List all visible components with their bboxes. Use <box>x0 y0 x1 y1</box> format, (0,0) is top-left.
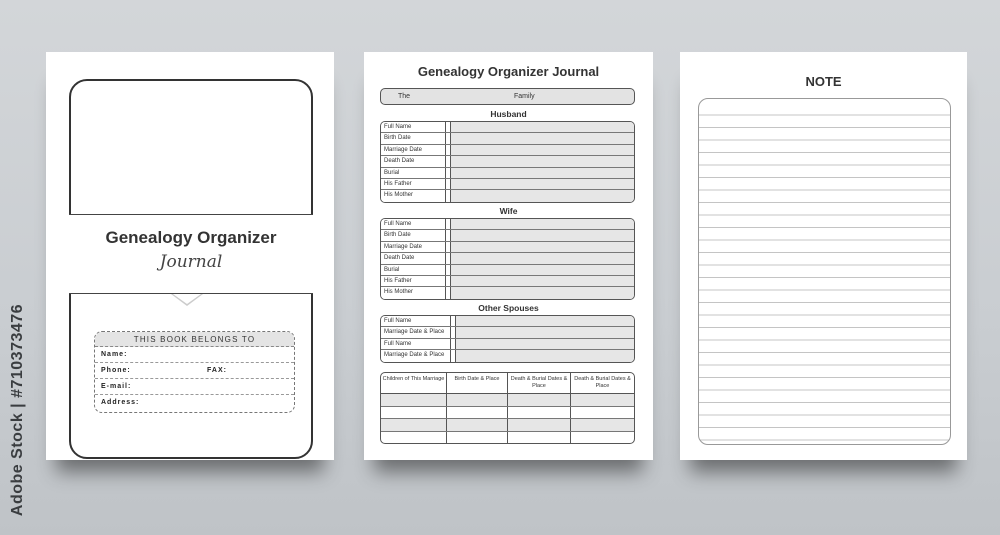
table-row[interactable]: Death Date <box>381 253 634 264</box>
note-title: NOTE <box>805 74 842 89</box>
table-row[interactable]: Marriage Date <box>381 242 634 253</box>
table-row[interactable]: Birth Date <box>381 230 634 241</box>
table-row[interactable]: Full Name <box>381 316 634 327</box>
table-row[interactable]: Marriage Date <box>381 145 634 156</box>
table-row[interactable]: Burial <box>381 265 634 276</box>
stock-id-text: Adobe Stock | #710373476 <box>9 303 27 517</box>
table-row[interactable]: His Father <box>381 179 634 190</box>
table-row[interactable]: His Mother <box>381 287 634 298</box>
table-row[interactable]: His Father <box>381 276 634 287</box>
table-row[interactable] <box>381 407 634 420</box>
table-row[interactable]: His Mother <box>381 190 634 201</box>
phone-field[interactable]: Phone: FAX: <box>95 363 294 379</box>
children-table-header <box>381 373 634 394</box>
organizer-title: Genealogy Organizer Journal <box>417 64 600 79</box>
family-label: Family <box>514 93 535 100</box>
table-row[interactable] <box>381 419 634 432</box>
table-row[interactable]: Full Name <box>381 339 634 350</box>
wife-table <box>380 218 635 300</box>
note-page <box>680 52 967 460</box>
family-the-label: The <box>398 93 411 100</box>
stock-id-watermark <box>6 300 30 520</box>
table-row[interactable] <box>381 432 634 444</box>
table-row[interactable]: Marriage Date & Place <box>381 327 634 338</box>
table-row[interactable]: Full Name <box>381 219 634 230</box>
children-table <box>380 372 635 444</box>
husband-table <box>380 121 635 203</box>
table-row[interactable]: Burial <box>381 168 634 179</box>
table-row[interactable]: Birth Date <box>381 133 634 144</box>
address-field[interactable]: Address: <box>101 399 140 406</box>
husband-title: Husband <box>490 109 527 119</box>
organizer-page <box>364 52 653 460</box>
fax-label: FAX: <box>207 367 227 374</box>
table-row[interactable] <box>381 394 634 407</box>
belongs-to-box <box>94 331 295 413</box>
column-header: Death & Burial Dates & Place <box>508 373 571 393</box>
table-row[interactable]: Full Name <box>381 122 634 133</box>
belongs-to-heading: THIS BOOK BELONGS TO <box>95 332 294 347</box>
other-spouses-table <box>380 315 635 363</box>
column-header: Birth Date & Place <box>447 373 508 393</box>
family-name-field[interactable] <box>380 88 635 105</box>
column-header: Children of This Marriage <box>381 373 447 393</box>
table-row[interactable]: Death Date <box>381 156 634 167</box>
name-field[interactable]: Name: <box>95 347 294 363</box>
cover-page <box>46 52 334 460</box>
table-row[interactable]: Marriage Date & Place <box>381 350 634 361</box>
wife-title: Wife <box>499 206 518 216</box>
column-header: Death & Burial Dates & Place <box>574 376 631 389</box>
other-spouses-title: Other Spouses <box>478 303 539 313</box>
note-lines-area[interactable] <box>698 98 951 445</box>
cover-title: Genealogy Organizer <box>105 228 277 247</box>
cover-subtitle: Journal <box>159 252 223 272</box>
email-field[interactable]: E-mail: <box>95 379 294 395</box>
